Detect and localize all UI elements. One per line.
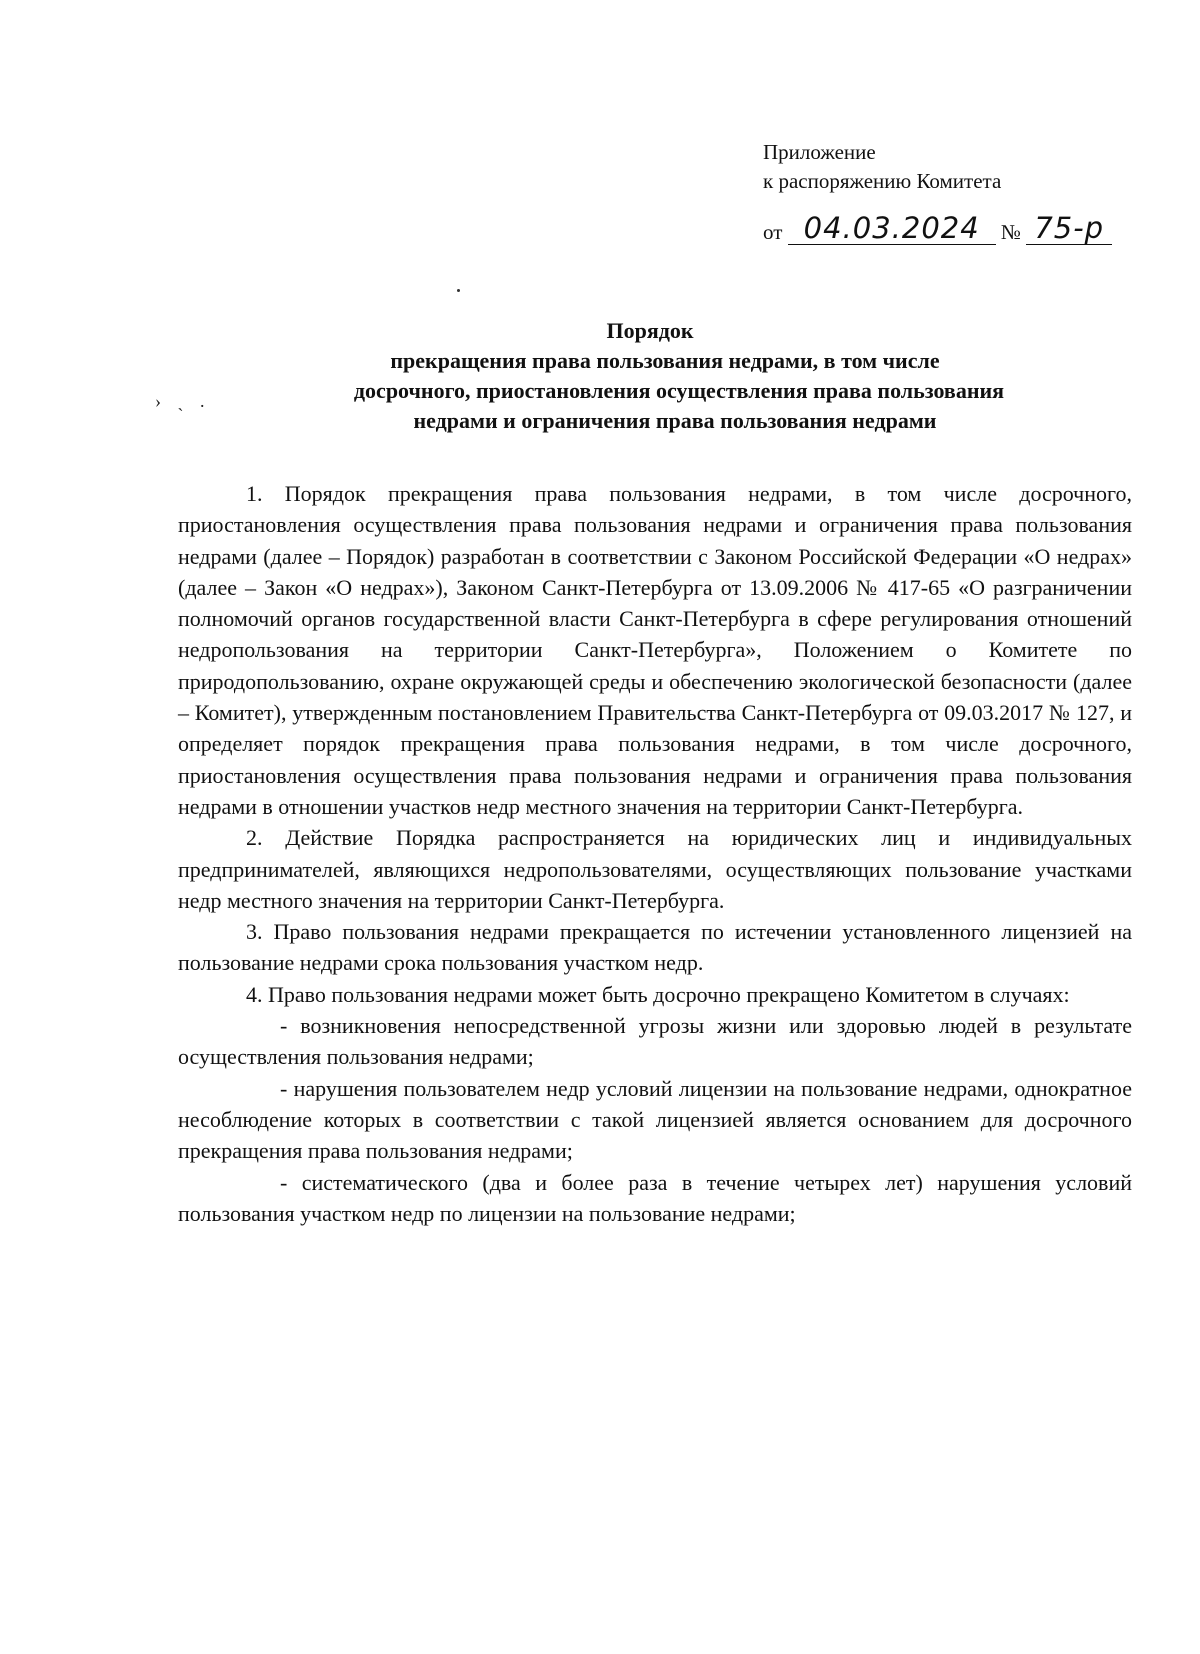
paragraph-4: 4. Право пользования недрами может быть досрочно прекращено Комитетом в случаях: — [246, 981, 1070, 1007]
title-line-2: прекращения права пользования недрами, в том числе — [390, 348, 940, 373]
handwritten-date: 04.03.2024 — [788, 212, 996, 245]
title-line-4: недрами и ограничения права пользования недрами — [413, 408, 937, 433]
title-line-1: Порядок — [606, 318, 694, 343]
title-line-3: досрочного, приостановления осуществления права пользования — [353, 378, 1005, 403]
paragraph-2: 2. Действие Порядка распространяется на юридических лиц и индивидуальных предпринимателей, являющихся недропользователями, осуществляющих пользование участками недр местного значения на территории Санкт-Петербурга. — [178, 825, 1132, 913]
paragraph-1: 1. Порядок прекращения права пользования недрами, в том числе досрочного, приостановления осуществления права пользования недрами и ограничения права пользования недрами (далее – Порядок) разработан в соответствии с Законом Российской Федерации «О недрах» (далее – Закон «О недрах»), Законом Санкт-Петербурга от 13.09.2006 № 417-65 «О разграничении полномочий органов государственной власти Санкт-Петербурга в сфере регулирования отношений недропользования на территории Санкт-Петербурга», Положением о Комитете по природопользованию, охране окружающей среды и обеспечению экологической безопасности (далее – Комитет), утвержденным постановлением Правительства Санкт-Петербурга от 09.03.2017 № 127, и определяет порядок прекращения права пользования недрами, в том числе досрочного, приостановления осуществления права пользования недрами и ограничения права пользования недрами в отношении участков недр местного значения на территории Санкт-Петербурга. — [178, 481, 1132, 819]
order-date-number-line — [763, 212, 1112, 252]
from-label: от — [763, 220, 783, 244]
handwritten-order-number: 75-р — [1026, 212, 1112, 245]
appendix-title: Приложение — [763, 140, 876, 164]
margin-marks: › ˏ . — [155, 391, 211, 411]
number-label: № — [1000, 220, 1021, 244]
document-title — [160, 316, 1130, 436]
list-item-2: - нарушения пользователем недр условий лицензии на пользование недрами, однократное несоблюдение которых в соответствии с такой лицензией является основанием для досрочного прекращения права пользования недрами; — [178, 1075, 1132, 1164]
appendix-block — [763, 138, 1001, 196]
list-item-3: - систематического (два и более раза в течение четырех лет) нарушения условий пользования участком недр по лицензии на пользование недрами; — [178, 1169, 1132, 1226]
appendix-reference: к распоряжению Комитета — [763, 169, 1002, 193]
paragraph-3: 3. Право пользования недрами прекращается по истечении установленного лицензией на пользование недрами срока пользования участком недр. — [178, 919, 1132, 976]
list-item-1: - возникновения непосредственной угрозы жизни или здоровью людей в результате осуществления пользования недрами; — [178, 1013, 1132, 1070]
scan-dot-mark — [457, 289, 460, 292]
document-body — [178, 478, 1132, 1229]
